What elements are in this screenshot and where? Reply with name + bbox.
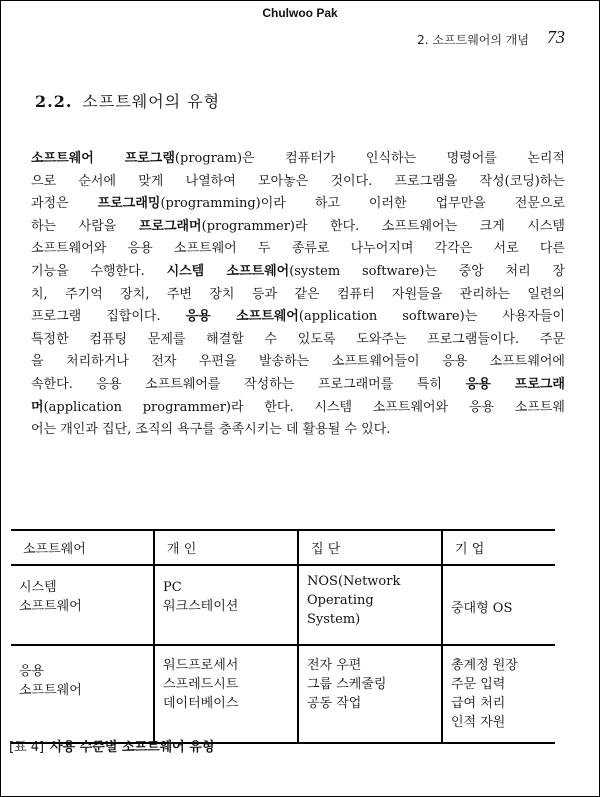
cell-personal [154, 645, 298, 743]
table-header-row [11, 530, 555, 565]
text-run: (programming)이라 하고 이러한 업무만을 전문으로 [160, 196, 566, 212]
term-bold: 머 [31, 399, 44, 415]
cell-text: System) [307, 612, 361, 627]
cell-text: 소프트웨어 [19, 599, 82, 614]
cell-text: 응용 [19, 664, 45, 679]
term-bold: 프로그래머 [138, 218, 202, 234]
text-line [31, 419, 565, 442]
cell-text: 중대형 OS [451, 600, 513, 616]
cell-personal [154, 565, 298, 645]
table-caption [9, 736, 214, 755]
cell-group [298, 565, 442, 645]
text-line [31, 284, 565, 307]
body-paragraph [31, 148, 565, 442]
term-bold: 응용 프로그래 [465, 376, 565, 392]
cell-text: 전자 우편 [307, 658, 362, 673]
text-run: (application programmer)라 한다. 시스템 소프트웨어와 응용 소프트웨 [43, 399, 565, 415]
text-run: (program)은 컴퓨터가 인식하는 명령어를 논리적 [174, 151, 565, 166]
term-bold: 소프트웨어 프로그램 [31, 151, 175, 166]
text-line [31, 397, 565, 420]
author-name: Chulwoo Pak [262, 6, 338, 20]
cell-text: 그룹 스케줄링 [307, 677, 387, 692]
term-bold: 프로그래밍 [97, 196, 161, 212]
cell-text: 급여 처리 [451, 696, 506, 711]
text-line [31, 351, 565, 374]
cell-text: 소프트웨어 [19, 683, 82, 698]
table-row [11, 645, 555, 743]
term-bold: 응용 소프트웨어 [185, 309, 299, 325]
text-run: 프로그램 집합이다. [31, 309, 186, 325]
section-number: 2.2. [35, 92, 73, 111]
cell-text: 공동 작업 [307, 696, 362, 711]
text-line [31, 171, 565, 194]
cell-text: PC [163, 580, 182, 595]
cell-text: 스프레드시트 [163, 677, 239, 692]
cell-enterprise [442, 565, 555, 645]
text-run: (programmer)라 한다. 소프트웨어는 크게 시스템 [201, 218, 565, 234]
term-bold: 시스템 소프트웨어 [166, 263, 290, 279]
caption-text: 사용 수준별 소프트웨어 유형 [50, 740, 215, 755]
cell-text: NOS(Network [307, 574, 401, 589]
header-personal: 개 인 [154, 530, 298, 565]
header-group: 집 단 [298, 530, 442, 565]
cell-text: Operating [307, 593, 374, 608]
cell-enterprise [442, 645, 555, 743]
text-run: (application software)는 사용자들이 [298, 309, 565, 325]
cell-text: 총계정 원장 [451, 658, 518, 673]
header-enterprise: 기 업 [442, 530, 555, 565]
cell-category [11, 645, 154, 743]
chapter-title: 2. 소프트웨어의 개념 [417, 33, 529, 47]
cell-text: 인적 자원 [451, 715, 506, 730]
text-run: 속한다. 응용 소프트웨어를 작성하는 프로그래머를 특히 [31, 376, 466, 392]
text-line [31, 374, 565, 397]
text-line [31, 261, 565, 284]
cell-text: 데이터베이스 [163, 696, 239, 711]
text-run: 치, 주기억 장치, 주변 장치 등과 같은 컴퓨터 자원들을 관리하는 일련의 [31, 286, 565, 302]
section-heading [35, 89, 220, 112]
text-run: 소프트웨어와 응용 소프트웨어 두 종류로 나누어지며 각각은 서로 다른 [31, 241, 565, 257]
text-run: 특정한 컴퓨팅 문제를 해결할 수 있도록 도와주는 프로그램들이다. 주문 [31, 331, 565, 347]
text-run: 으로 순서에 맞게 나열하여 모아놓은 것이다. 프로그램을 작성(코딩)하는 [31, 173, 565, 189]
text-run: 을 처리하거나 전자 우편을 발송하는 소프트웨어들이 응용 소프트웨어에 [31, 354, 565, 370]
cell-category [11, 565, 154, 645]
table-row [11, 565, 555, 645]
cell-text: 워크스테이션 [163, 599, 239, 614]
text-line [31, 306, 565, 329]
text-run: 과정은 [31, 196, 98, 212]
cell-group [298, 645, 442, 743]
text-line [31, 329, 565, 352]
cell-text: 주문 입력 [451, 677, 506, 692]
section-title-text: 소프트웨어의 유형 [82, 92, 221, 111]
cell-text: 시스템 [19, 580, 57, 595]
text-run: 어는 개인과 집단, 조직의 욕구를 충족시키는 데 활용될 수 있다. [31, 422, 391, 438]
cell-text: 워드프로세서 [163, 658, 239, 673]
text-line [31, 193, 565, 216]
page-number: 73 [547, 27, 565, 47]
text-run: (system software)는 중앙 처리 장 [289, 263, 565, 279]
software-types-table [11, 529, 555, 744]
text-line [31, 148, 565, 171]
text-run: 하는 사람을 [31, 218, 139, 234]
text-run: 기능을 수행한다. [31, 263, 167, 279]
text-line [31, 238, 565, 261]
header-software: 소프트웨어 [11, 530, 154, 565]
caption-label: [표 4] [9, 740, 45, 755]
text-line [31, 216, 565, 239]
